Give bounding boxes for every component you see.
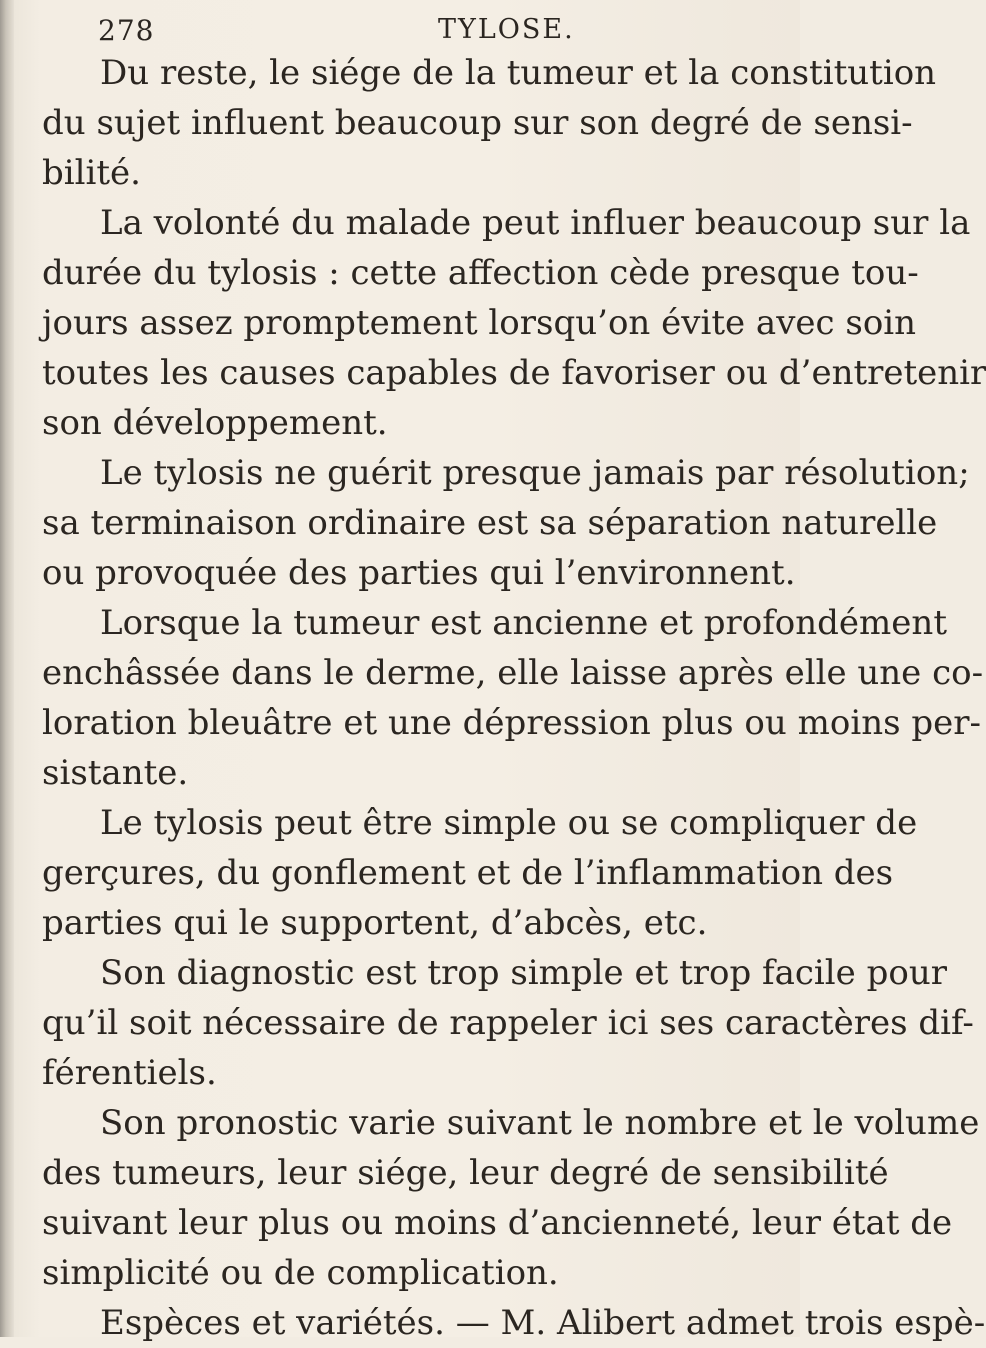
text-line: Espèces et variétés. — M. Alibert admet trois espè- — [100, 1303, 986, 1343]
text-line: gerçures, du gonflement et de l’inflammation des — [42, 853, 894, 893]
text-line: suivant leur plus ou moins d’ancienneté, leur état de — [42, 1203, 953, 1243]
text-line: sistante. — [42, 753, 189, 793]
text-line: enchâssée dans le derme, elle laisse après elle une co- — [42, 653, 984, 693]
text-line: Son diagnostic est trop simple et trop facile pour — [100, 953, 947, 993]
text-line: bilité. — [42, 153, 141, 193]
text-line: sa terminaison ordinaire est sa séparation naturelle — [42, 503, 938, 543]
text-line: ou provoquée des parties qui l’environnent. — [42, 553, 796, 593]
text-line: parties qui le supportent, d’abcès, etc. — [42, 903, 708, 943]
text-line: Lorsque la tumeur est ancienne et profondément — [100, 603, 947, 643]
text-line: qu’il soit nécessaire de rappeler ici ses caractères dif- — [42, 1003, 974, 1043]
page-body-text — [42, 48, 986, 1348]
text-line: Son pronostic varie suivant le nombre et le volume — [100, 1103, 980, 1143]
text-line: Du reste, le siége de la tumeur et la constitution — [100, 53, 937, 93]
text-line: jours assez promptement lorsqu’on évite avec soin — [42, 303, 917, 343]
text-line: toutes les causes capables de favoriser ou d’entretenir — [42, 353, 986, 393]
page-binding-edge — [0, 0, 14, 1337]
text-line: férentiels. — [42, 1053, 217, 1093]
text-line: du sujet influent beaucoup sur son degré de sensi- — [42, 103, 913, 143]
text-line: Le tylosis ne guérit presque jamais par résolution; — [100, 453, 970, 493]
text-line: des tumeurs, leur siége, leur degré de sensibilité — [42, 1153, 889, 1193]
text-line: La volonté du malade peut influer beaucoup sur la — [100, 203, 971, 243]
running-title: TYLOSE. — [438, 14, 575, 45]
text-line: loration bleuâtre et une dépression plus ou moins per- — [42, 703, 981, 743]
page-number: 278 — [98, 14, 155, 47]
text-line: son développement. — [42, 403, 388, 443]
page-header — [98, 8, 798, 48]
text-line: durée du tylosis : cette affection cède presque tou- — [42, 253, 919, 293]
text-line: Le tylosis peut être simple ou se compliquer de — [100, 803, 918, 843]
text-line: simplicité ou de complication. — [42, 1253, 559, 1293]
